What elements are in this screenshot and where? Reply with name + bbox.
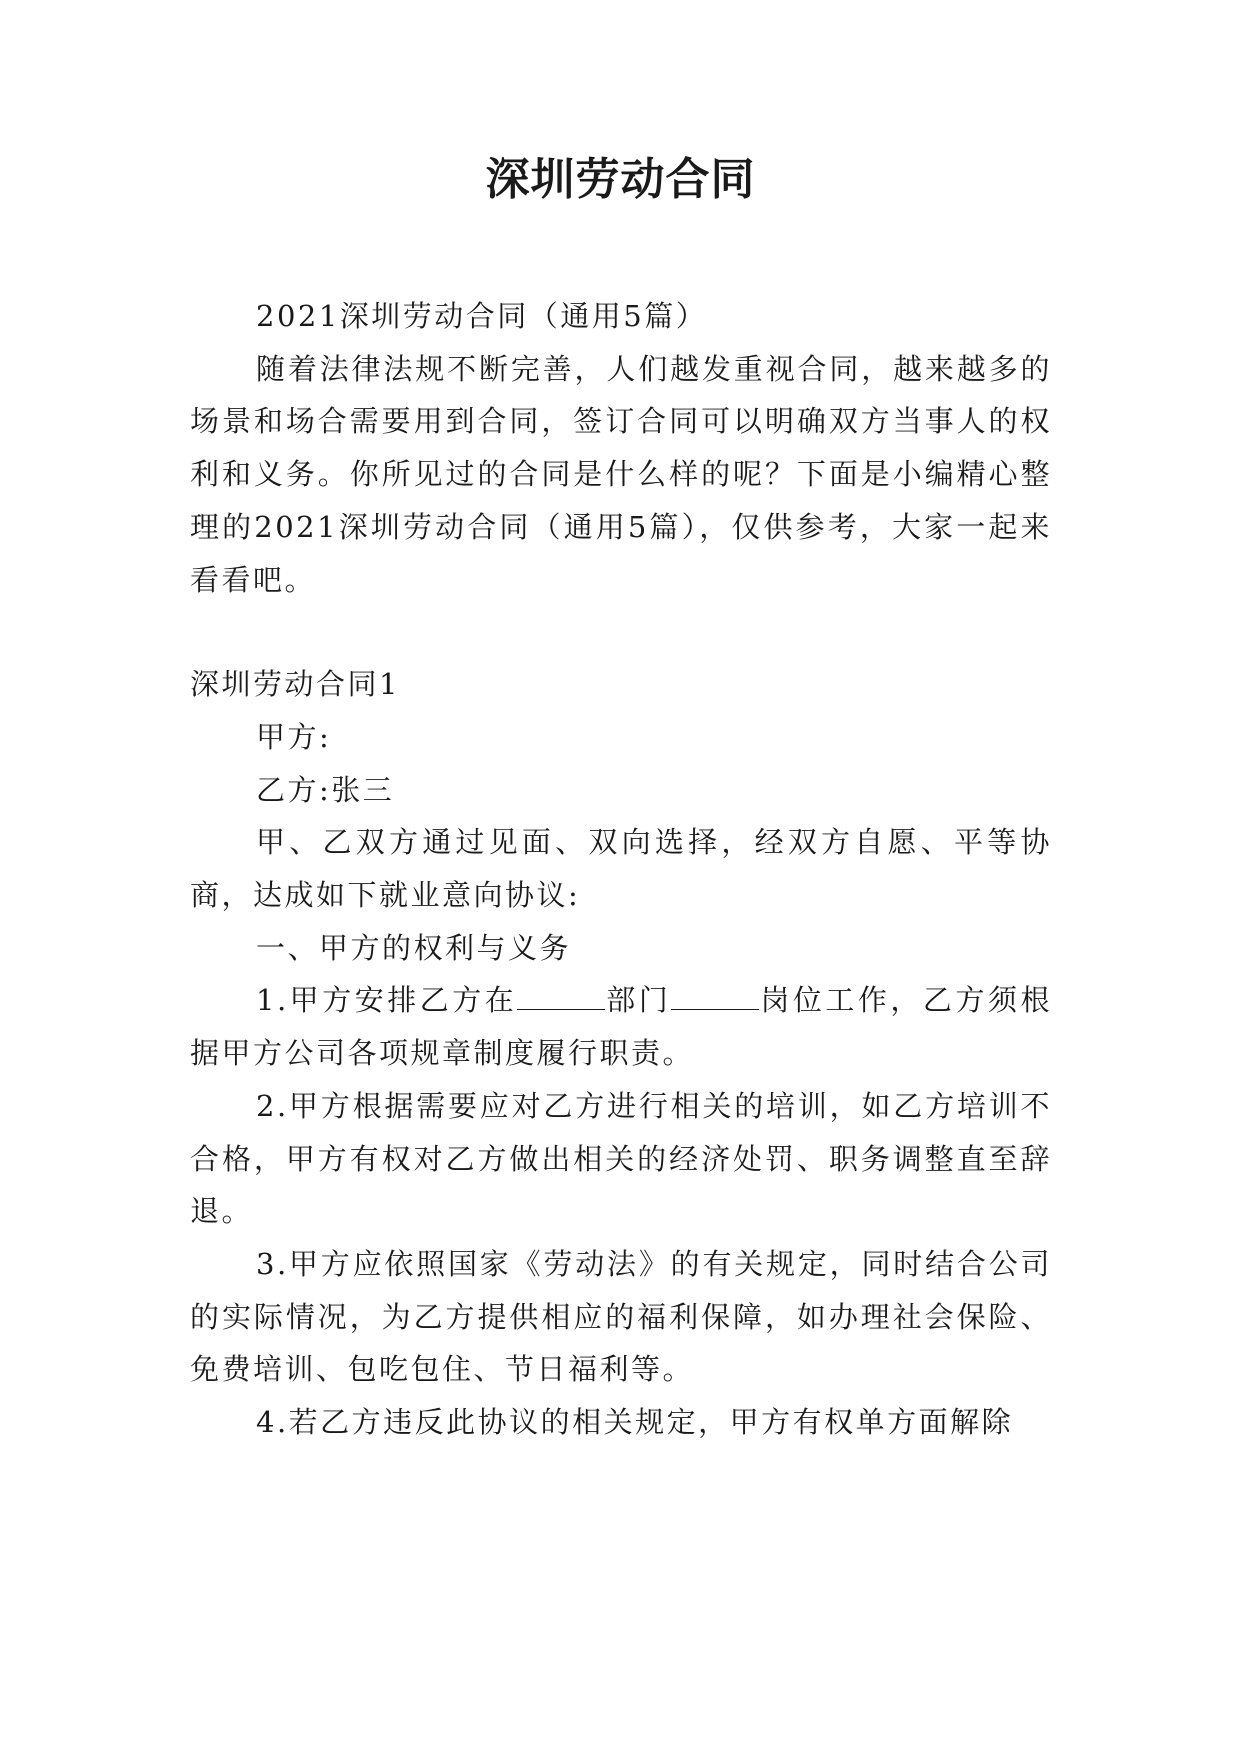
clause-item-1-part-2: 部门 <box>605 983 672 1018</box>
agreement-paragraph: 甲、乙双方通过见面、双向选择，经双方自愿、平等协商，达成如下就业意向协议: <box>190 825 1052 913</box>
position-blank <box>671 985 759 1010</box>
clause-item-4: 4.若乙方违反此协议的相关规定，甲方有权单方面解除 <box>256 1405 1014 1440</box>
clause-item-1 <box>190 974 1052 1079</box>
party-b-line: 乙方:张三 <box>256 772 395 807</box>
document-title: 深圳劳动合同 <box>485 154 756 205</box>
clause-heading: 一、甲方的权利与义务 <box>256 930 572 965</box>
clause-item-1-part-3: 岗位工作，乙方须根据甲方公司各项规章制度履行职责。 <box>190 983 1052 1071</box>
clause-item-1-part-1: 1.甲方安排乙方在 <box>256 983 518 1018</box>
document-body <box>190 290 1052 1449</box>
subtitle-paragraph: 2021深圳劳动合同（通用5篇） <box>256 299 708 333</box>
section-heading: 深圳劳动合同1 <box>190 667 400 702</box>
section-gap <box>190 606 1052 658</box>
party-a-line: 甲方: <box>256 719 332 754</box>
clause-item-3: 3.甲方应依照国家《劳动法》的有关规定，同时结合公司的实际情况，为乙方提供相应的福利保障，如办理社会保险、免费培训、包吃包住、节日福利等。 <box>190 1246 1052 1387</box>
clause-item-2: 2.甲方根据需要应对乙方进行相关的培训，如乙方培训不合格，甲方有权对乙方做出相关的经济处罚、职务调整直至辞退。 <box>190 1088 1052 1229</box>
intro-paragraph: 随着法律法规不断完善，人们越发重视合同，越来越多的场景和场合需要用到合同，签订合同可以明确双方当事人的权利和义务。你所见过的合同是什么样的呢？下面是小编精心整理的2021深圳劳动合同（通用5篇），仅供参考，大家一起来看看吧。 <box>190 351 1052 597</box>
department-blank <box>517 985 605 1010</box>
